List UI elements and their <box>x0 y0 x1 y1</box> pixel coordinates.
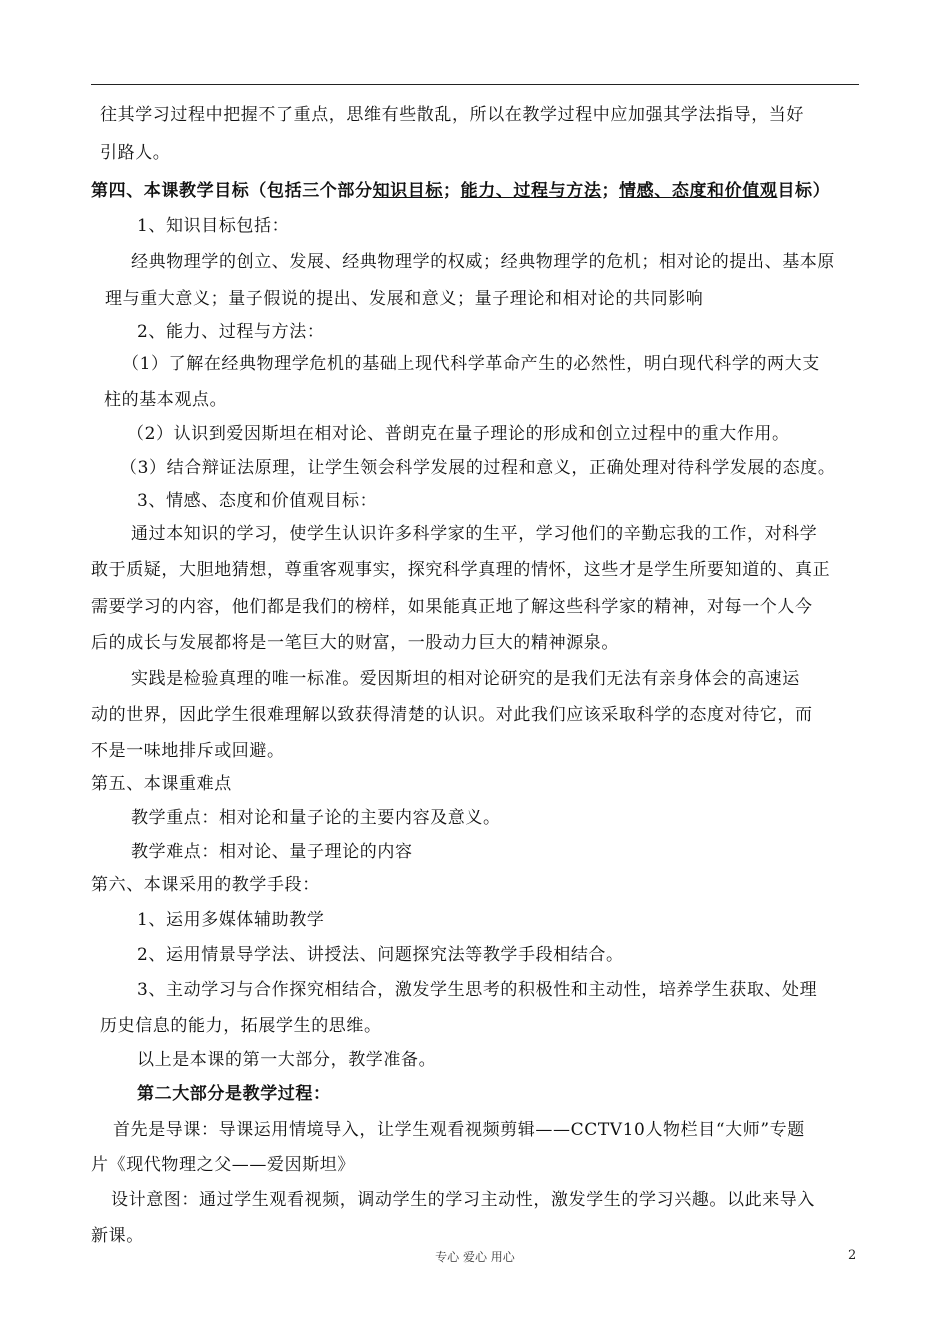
text-line: 通过本知识的学习，使学生认识许多科学家的生平，学习他们的辛勤忘我的工作，对科学 <box>131 524 818 544</box>
text-line: 后的成长与发展都将是一笔巨大的财富，一股动力巨大的精神源泉。 <box>91 633 619 653</box>
text-line: 往其学习过程中把握不了重点，思维有些散乱，所以在教学过程中应加强其学法指导，当好 <box>100 105 804 125</box>
text-line: 1、运用多媒体辅助教学 <box>137 910 325 930</box>
text-line: （1）了解在经典物理学危机的基础上现代科学革命产生的必然性，明白现代科学的两大支 <box>122 354 820 374</box>
page-number: 2 <box>848 1248 857 1263</box>
text-line: 实践是检验真理的唯一标准。爱因斯坦的相对论研究的是我们无法有亲身体会的高速运 <box>131 669 800 689</box>
page-footer: 专心 爱心 用心 <box>435 1250 515 1264</box>
section-heading-5: 第五、本课重难点 <box>91 774 232 794</box>
heading-suffix: 目标） <box>777 181 831 201</box>
part-two-heading: 第二大部分是教学过程： <box>137 1084 331 1104</box>
text-line: 敢于质疑，大胆地猜想，尊重客观事实，探究科学真理的情怀，这些才是学生所要知道的、真正 <box>91 560 831 580</box>
heading-separator: ； <box>443 181 461 201</box>
text-line: 理与重大意义；量子假说的提出、发展和意义；量子理论和相对论的共同影响 <box>105 289 704 309</box>
text-line: 经典物理学的创立、发展、经典物理学的权威；经典物理学的危机；相对论的提出、基本原 <box>131 252 835 272</box>
section-heading-4 <box>91 180 830 202</box>
heading-separator: ； <box>601 181 620 201</box>
text-line: 引路人。 <box>100 143 171 163</box>
text-line: 需要学习的内容，他们都是我们的榜样，如果能真正地了解这些科学家的精神，对每一个人今 <box>91 597 813 617</box>
text-line: （2）认识到爱因斯坦在相对论、普朗克在量子理论的形成和创立过程中的重大作用。 <box>127 424 790 444</box>
text-line: 教学难点：相对论、量子理论的内容 <box>131 842 413 862</box>
header-rule <box>91 84 859 85</box>
heading-prefix: 第四、本课教学目标（包括三个部分 <box>91 181 373 201</box>
text-line: 新课。 <box>91 1226 144 1246</box>
text-line: 片《现代物理之父——爱因斯坦》 <box>91 1155 355 1175</box>
text-line: 动的世界，因此学生很难理解以致获得清楚的认识。对此我们应该采取科学的态度对待它，而 <box>91 705 813 725</box>
text-line: 不是一味地排斥或回避。 <box>91 741 285 761</box>
text-line: 3、主动学习与合作探究相结合，激发学生思考的积极性和主动性，培养学生获取、处理 <box>137 980 818 1000</box>
text-line: 首先是导课：导课运用情境导入，让学生观看视频剪辑——CCTV10人物栏目“大师”专题 <box>113 1120 805 1140</box>
text-line: 教学重点：相对论和量子论的主要内容及意义。 <box>131 808 501 828</box>
text-line: 2、能力、过程与方法： <box>137 322 325 342</box>
heading-ability-goal: 能力、过程与方法 <box>460 181 602 201</box>
heading-emotion-goal: 情感、态度和价值观 <box>619 181 778 201</box>
text-line: 柱的基本观点。 <box>104 390 228 410</box>
section-heading-6: 第六、本课采用的教学手段： <box>91 875 320 895</box>
text-line: 1、知识目标包括： <box>137 216 290 236</box>
text-line: 历史信息的能力，拓展学生的思维。 <box>100 1016 382 1036</box>
text-line: 3、情感、态度和价值观目标： <box>137 491 378 511</box>
text-line: 2、运用情景导学法、讲授法、问题探究法等教学手段相结合。 <box>137 945 624 965</box>
heading-knowledge-goal: 知识目标 <box>372 181 444 201</box>
text-line: 以上是本课的第一大部分，教学准备。 <box>137 1050 437 1070</box>
text-line: （3）结合辩证法原理，让学生领会科学发展的过程和意义，正确处理对待科学发展的态度。 <box>120 458 836 478</box>
text-line: 设计意图：通过学生观看视频，调动学生的学习主动性，激发学生的学习兴趣。以此来导入 <box>111 1190 815 1210</box>
